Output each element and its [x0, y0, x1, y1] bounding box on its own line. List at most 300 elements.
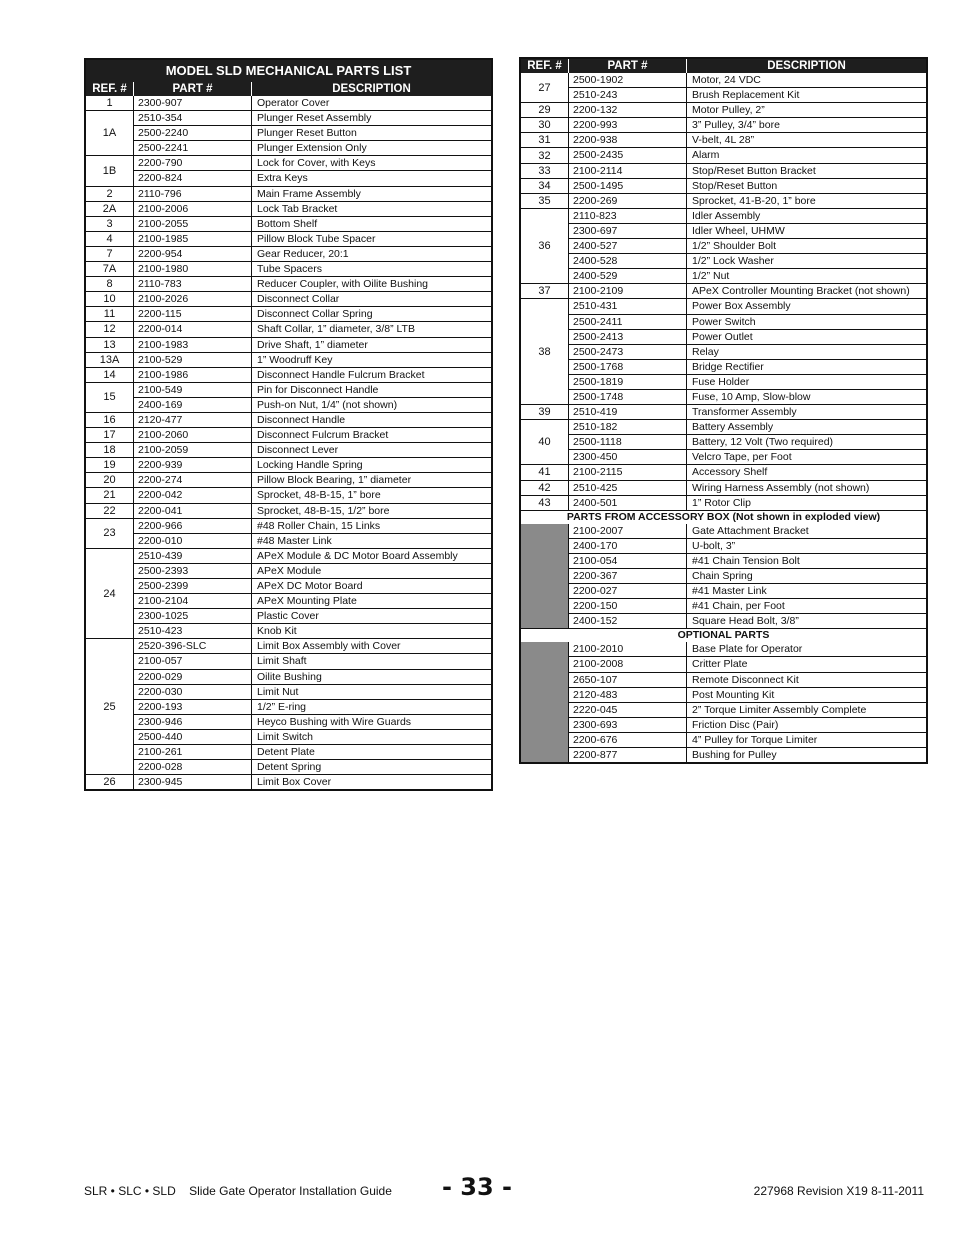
- part-number: 2110-783: [134, 277, 252, 291]
- part-group: [86, 246, 491, 261]
- table-row: [134, 519, 491, 533]
- ref-number: 39: [521, 405, 569, 419]
- part-description: Battery, 12 Volt (Two required): [692, 436, 834, 449]
- part-group: [521, 524, 926, 629]
- part-number: 2300-945: [134, 775, 252, 789]
- part-rows: [134, 322, 491, 336]
- part-rows: [134, 368, 491, 382]
- part-number: 2500-1768: [569, 360, 687, 374]
- part-description: Plunger Extension Only: [257, 142, 367, 155]
- part-group: [521, 132, 926, 147]
- part-description: 2” Torque Limiter Assembly Complete: [692, 703, 867, 716]
- part-group: [521, 480, 926, 495]
- part-group: [86, 548, 491, 639]
- ref-number: 4: [86, 232, 134, 246]
- part-number: 2200-029: [134, 670, 252, 684]
- part-number: 2200-269: [569, 194, 687, 208]
- ref-blank-cell: [521, 524, 569, 629]
- part-description: Disconnect Collar: [257, 293, 340, 306]
- table-row: [134, 504, 491, 518]
- table-row: [569, 732, 926, 747]
- part-description: Limit Switch: [257, 730, 314, 743]
- part-group: [521, 178, 926, 193]
- part-description: 1/2” Shoulder Bolt: [692, 240, 777, 253]
- part-group: [86, 96, 491, 110]
- table-row: [134, 473, 491, 487]
- part-group: [86, 638, 491, 774]
- part-number: 2200-938: [569, 133, 687, 147]
- part-number: 2120-483: [569, 688, 687, 702]
- part-description: Idler Assembly: [692, 209, 761, 222]
- part-rows: [569, 209, 926, 283]
- ref-number: 30: [521, 118, 569, 132]
- table-row: [134, 443, 491, 457]
- part-rows: [134, 775, 491, 789]
- table-row: [134, 277, 491, 291]
- table-row: [569, 73, 926, 87]
- table-row: [134, 338, 491, 352]
- part-number: 2510-243: [569, 88, 687, 102]
- table-row: [134, 413, 491, 427]
- ref-number: 1B: [86, 156, 134, 185]
- table-row: [569, 314, 926, 329]
- table-row: [569, 359, 926, 374]
- part-rows: [134, 353, 491, 367]
- ref-number: 13A: [86, 353, 134, 367]
- part-rows: [134, 277, 491, 291]
- part-number: 2100-2109: [569, 284, 687, 298]
- part-rows: [134, 307, 491, 321]
- part-group: [86, 442, 491, 457]
- table-row: [569, 299, 926, 313]
- table-row: [134, 684, 491, 699]
- part-description: Extra Keys: [257, 172, 308, 185]
- part-group: [86, 427, 491, 442]
- table-row: [134, 458, 491, 472]
- ref-number: 38: [521, 299, 569, 404]
- parts-table-right: [519, 57, 928, 764]
- part-rows: [134, 338, 491, 352]
- table-row: [569, 209, 926, 223]
- part-group: [521, 419, 926, 464]
- table-row: [134, 653, 491, 668]
- table-row: [134, 744, 491, 759]
- table-row: [134, 759, 491, 774]
- ref-number: 7: [86, 247, 134, 261]
- ref-number: 1: [86, 96, 134, 110]
- part-number: 2500-1748: [569, 390, 687, 404]
- table-row: [569, 465, 926, 479]
- accessory-table-body: [521, 524, 926, 629]
- part-rows: [569, 194, 926, 208]
- table-row: [569, 687, 926, 702]
- part-rows: [569, 524, 926, 629]
- table-row: [569, 87, 926, 102]
- part-group: [86, 291, 491, 306]
- part-rows: [569, 284, 926, 298]
- ref-number: 1A: [86, 111, 134, 155]
- part-rows: [569, 133, 926, 147]
- ref-number: 34: [521, 179, 569, 193]
- ref-number: 21: [86, 488, 134, 502]
- part-number: 2300-697: [569, 224, 687, 238]
- table-row: [134, 578, 491, 593]
- part-description: Knob Kit: [257, 625, 297, 638]
- table-row: [569, 434, 926, 449]
- part-number: 2510-423: [134, 624, 252, 638]
- ref-number: 11: [86, 307, 134, 321]
- part-rows: [134, 428, 491, 442]
- part-number: 2500-2413: [569, 330, 687, 344]
- part-group: [521, 642, 926, 762]
- ref-number: 27: [521, 73, 569, 102]
- part-number: 2100-529: [134, 353, 252, 367]
- header-ref: REF. #: [86, 82, 134, 96]
- ref-number: 40: [521, 420, 569, 464]
- part-description: 1/2” E-ring: [257, 700, 307, 713]
- table-row: [569, 598, 926, 613]
- table-row: [134, 563, 491, 578]
- part-description: Pin for Disconnect Handle: [257, 383, 379, 396]
- part-description: APeX Mounting Plate: [257, 595, 357, 608]
- part-rows: [569, 465, 926, 479]
- part-number: 2200-028: [134, 760, 252, 774]
- table-row: [569, 672, 926, 687]
- ref-number: 14: [86, 368, 134, 382]
- table-row: [569, 329, 926, 344]
- table-row: [569, 344, 926, 359]
- part-description: Fuse, 10 Amp, Slow-blow: [692, 390, 811, 403]
- part-description: Power Box Assembly: [692, 300, 791, 313]
- part-rows: [569, 164, 926, 178]
- part-description: Gate Attachment Bracket: [692, 524, 809, 537]
- ref-number: 12: [86, 322, 134, 336]
- part-description: Bottom Shelf: [257, 217, 318, 230]
- part-description: Locking Handle Spring: [257, 459, 363, 472]
- table-row: [569, 133, 926, 147]
- part-number: 2200-993: [569, 118, 687, 132]
- part-description: Relay: [692, 345, 719, 358]
- ref-number: 42: [521, 481, 569, 495]
- part-number: 2650-107: [569, 673, 687, 687]
- part-rows: [134, 473, 491, 487]
- ref-number: 33: [521, 164, 569, 178]
- table-row: [569, 568, 926, 583]
- part-number: 2220-045: [569, 703, 687, 717]
- part-description: U-bolt, 3”: [692, 539, 736, 552]
- part-rows: [134, 262, 491, 276]
- part-number: 2200-014: [134, 322, 252, 336]
- part-group: [521, 73, 926, 102]
- part-description: Shaft Collar, 1” diameter, 3/8” LTB: [257, 323, 415, 336]
- part-description: Alarm: [692, 149, 720, 162]
- ref-blank-cell: [521, 642, 569, 762]
- part-number: 2400-529: [569, 269, 687, 283]
- table-row: [569, 118, 926, 132]
- table-row: [134, 639, 491, 653]
- part-group: [86, 261, 491, 276]
- part-number: 2100-1980: [134, 262, 252, 276]
- ref-number: 19: [86, 458, 134, 472]
- part-description: Motor, 24 VDC: [692, 74, 761, 86]
- table-row: [134, 307, 491, 321]
- part-number: 2100-057: [134, 654, 252, 668]
- table-row: [134, 187, 491, 201]
- table-row: [134, 170, 491, 185]
- table-row: [134, 729, 491, 744]
- part-number: 2100-054: [569, 554, 687, 568]
- ref-number: 13: [86, 338, 134, 352]
- part-number: 2100-2007: [569, 524, 687, 538]
- part-description: APeX Module & DC Motor Board Assembly: [257, 549, 458, 562]
- table-row: [134, 353, 491, 367]
- table-row: [569, 268, 926, 283]
- part-number: 2200-954: [134, 247, 252, 261]
- part-number: 2100-2104: [134, 594, 252, 608]
- part-description: Sprocket, 48-B-15, 1/2” bore: [257, 504, 390, 517]
- part-number: 2100-2059: [134, 443, 252, 457]
- table-row: [134, 383, 491, 397]
- part-number: 2100-1986: [134, 368, 252, 382]
- part-description: Tube Spacers: [257, 263, 322, 276]
- table-row: [134, 262, 491, 276]
- part-group: [86, 457, 491, 472]
- part-description: Friction Disc (Pair): [692, 718, 779, 731]
- part-number: 2500-2473: [569, 345, 687, 359]
- part-description: Motor Pulley, 2”: [692, 104, 765, 117]
- ref-number: 29: [521, 103, 569, 117]
- part-rows: [134, 504, 491, 518]
- part-description: Disconnect Lever: [257, 444, 339, 457]
- part-number: 2200-939: [134, 458, 252, 472]
- part-number: 2300-946: [134, 715, 252, 729]
- part-number: 2100-2115: [569, 465, 687, 479]
- part-description: Power Switch: [692, 315, 756, 328]
- table-row: [569, 496, 926, 510]
- table-body: [86, 96, 491, 789]
- table-row: [134, 397, 491, 412]
- table-row: [569, 449, 926, 464]
- part-rows: [569, 148, 926, 162]
- part-number: 2110-796: [134, 187, 252, 201]
- part-group: [521, 117, 926, 132]
- part-number: 2300-693: [569, 718, 687, 732]
- part-group: [86, 503, 491, 518]
- ref-number: 35: [521, 194, 569, 208]
- table-row: [134, 202, 491, 216]
- part-description: Chain Spring: [692, 570, 753, 582]
- part-group: [86, 306, 491, 321]
- ref-number: 36: [521, 209, 569, 283]
- part-number: 2500-2411: [569, 315, 687, 329]
- part-number: 2200-824: [134, 171, 252, 185]
- part-number: 2200-041: [134, 504, 252, 518]
- ref-number: 16: [86, 413, 134, 427]
- part-description: Transformer Assembly: [692, 406, 797, 419]
- part-number: 2500-1118: [569, 435, 687, 449]
- table-row: [569, 717, 926, 732]
- table-row: [134, 96, 491, 110]
- part-group: [521, 208, 926, 283]
- part-description: Accessory Shelf: [692, 466, 768, 479]
- part-number: 2200-676: [569, 733, 687, 747]
- part-description: #41 Master Link: [692, 585, 767, 598]
- table-row: [569, 284, 926, 298]
- part-number: 2500-2435: [569, 148, 687, 162]
- table-row: [134, 608, 491, 623]
- part-group: [86, 337, 491, 352]
- part-number: 2400-527: [569, 239, 687, 253]
- part-number: 2510-354: [134, 111, 252, 125]
- table-row: [134, 156, 491, 170]
- part-number: 2100-1985: [134, 232, 252, 246]
- part-number: 2500-1902: [569, 73, 687, 87]
- header-ref: REF. #: [521, 59, 569, 73]
- part-description: Main Frame Assembly: [257, 187, 361, 200]
- part-description: Disconnect Handle: [257, 413, 346, 426]
- table-row: [134, 111, 491, 125]
- part-rows: [569, 496, 926, 510]
- table-row: [569, 583, 926, 598]
- table-title: MODEL SLD MECHANICAL PARTS LIST: [86, 60, 491, 82]
- part-rows: [569, 642, 926, 762]
- header-description: DESCRIPTION: [332, 83, 411, 95]
- part-group: [86, 110, 491, 155]
- part-rows: [134, 519, 491, 548]
- part-number: 2100-2060: [134, 428, 252, 442]
- table-row: [569, 481, 926, 495]
- part-rows: [134, 217, 491, 231]
- ref-number: 7A: [86, 262, 134, 276]
- part-description: Limit Box Assembly with Cover: [257, 640, 401, 653]
- part-rows: [569, 73, 926, 102]
- part-description: 1” Woodruff Key: [257, 353, 333, 366]
- part-description: 1/2” Nut: [692, 270, 730, 283]
- part-rows: [134, 202, 491, 216]
- table-row: [569, 642, 926, 656]
- part-number: 2510-439: [134, 549, 252, 563]
- part-rows: [569, 103, 926, 117]
- part-description: Detent Plate: [257, 746, 315, 759]
- footer-guide-title: SLR • SLC • SLD Slide Gate Operator Installation Guide: [84, 1184, 392, 1198]
- part-description: Reducer Coupler, with Oilite Bushing: [257, 278, 429, 291]
- ref-number: 31: [521, 133, 569, 147]
- ref-number: 2A: [86, 202, 134, 216]
- table-row: [569, 374, 926, 389]
- part-description: Fuse Holder: [692, 375, 750, 388]
- part-number: 2500-440: [134, 730, 252, 744]
- table-row: [569, 538, 926, 553]
- footer-revision: 227968 Revision X19 8-11-2011: [753, 1184, 924, 1198]
- parts-table-left: [84, 58, 493, 791]
- table-row: [134, 247, 491, 261]
- part-description: APeX Controller Mounting Bracket (not shown): [692, 285, 910, 298]
- part-group: [86, 276, 491, 291]
- part-group: [86, 321, 491, 336]
- part-description: Limit Shaft: [257, 655, 307, 668]
- part-number: 2300-450: [569, 450, 687, 464]
- table-row: [134, 593, 491, 608]
- part-number: 2100-549: [134, 383, 252, 397]
- part-number: 2200-877: [569, 748, 687, 762]
- table-row: [134, 714, 491, 729]
- part-group: [86, 382, 491, 412]
- table-row: [569, 389, 926, 404]
- part-number: 2400-501: [569, 496, 687, 510]
- ref-number: 15: [86, 383, 134, 412]
- part-description: Square Head Bolt, 3/8”: [692, 615, 799, 628]
- part-rows: [134, 488, 491, 502]
- part-group: [521, 464, 926, 479]
- part-description: #41 Chain, per Foot: [692, 600, 785, 613]
- part-rows: [569, 405, 926, 419]
- part-number: 2510-425: [569, 481, 687, 495]
- part-number: 2510-182: [569, 420, 687, 434]
- table-row: [134, 217, 491, 231]
- part-description: Plunger Reset Button: [257, 127, 357, 140]
- table-row: [134, 623, 491, 638]
- part-description: Power Outlet: [692, 330, 753, 343]
- ref-number: 18: [86, 443, 134, 457]
- part-number: 2200-790: [134, 156, 252, 170]
- ref-number: 25: [86, 639, 134, 774]
- ref-number: 10: [86, 292, 134, 306]
- part-group: [86, 216, 491, 231]
- optional-section-title: OPTIONAL PARTS: [521, 628, 926, 642]
- part-group: [86, 352, 491, 367]
- table-row: [134, 232, 491, 246]
- part-description: Oilite Bushing: [257, 670, 322, 683]
- part-group: [521, 147, 926, 162]
- part-number: 2200-274: [134, 473, 252, 487]
- part-group: [86, 472, 491, 487]
- ref-number: 24: [86, 549, 134, 639]
- ref-number: 8: [86, 277, 134, 291]
- part-rows: [569, 481, 926, 495]
- part-description: 3” Pulley, 3/4” bore: [692, 119, 780, 132]
- part-rows: [134, 413, 491, 427]
- part-description: Limit Nut: [257, 685, 299, 698]
- part-number: 2200-027: [569, 584, 687, 598]
- part-number: 2200-030: [134, 685, 252, 699]
- table-row: [569, 747, 926, 762]
- part-group: [86, 367, 491, 382]
- table-row: [569, 553, 926, 568]
- part-rows: [134, 156, 491, 185]
- table-row: [569, 194, 926, 208]
- part-description: 1” Rotor Clip: [692, 496, 751, 509]
- table-row: [569, 524, 926, 538]
- part-description: Plunger Reset Assembly: [257, 112, 372, 125]
- part-rows: [134, 458, 491, 472]
- header-part: PART #: [569, 59, 687, 73]
- part-group: [86, 774, 491, 789]
- table-row: [569, 164, 926, 178]
- part-description: 4” Pulley for Torque Limiter: [692, 733, 818, 746]
- page-number: - 33 -: [441, 1173, 513, 1201]
- part-description: Bridge Rectifier: [692, 360, 764, 373]
- part-group: [86, 186, 491, 201]
- ref-number: 22: [86, 504, 134, 518]
- part-group: [521, 495, 926, 510]
- part-group: [521, 404, 926, 419]
- part-description: Disconnect Fulcrum Bracket: [257, 429, 389, 442]
- part-description: Disconnect Collar Spring: [257, 308, 373, 321]
- part-rows: [134, 292, 491, 306]
- part-number: 2510-431: [569, 299, 687, 313]
- part-description: Gear Reducer, 20:1: [257, 247, 349, 260]
- part-description: Drive Shaft, 1” diameter: [257, 338, 368, 351]
